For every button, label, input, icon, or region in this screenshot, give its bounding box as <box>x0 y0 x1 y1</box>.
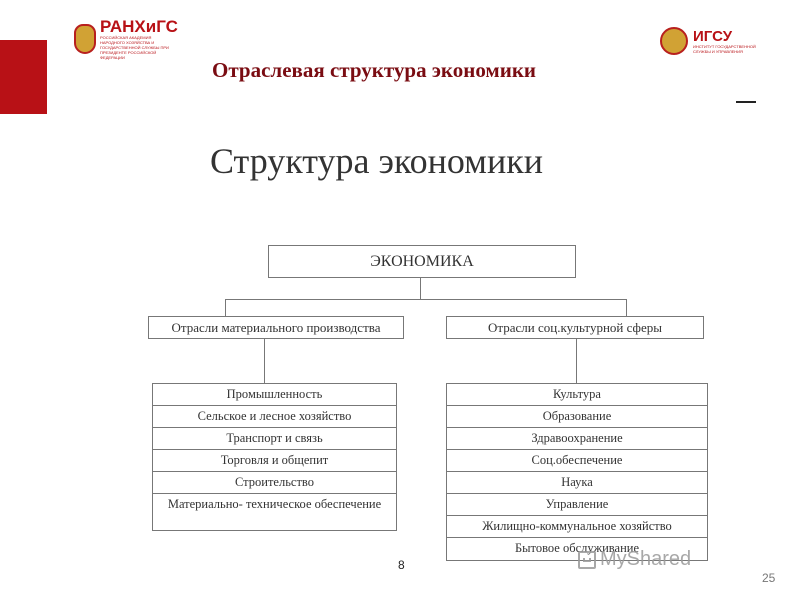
list-item: Бытовое обслуживание <box>514 541 640 555</box>
watermark-text: MyShared <box>600 548 692 570</box>
igsu-logo-name: ИГСУ <box>693 27 733 45</box>
divider <box>736 101 756 103</box>
slide-number: 25 <box>762 571 776 585</box>
slide-title: Отраслевая структура экономики <box>212 58 537 82</box>
economy-root-box: ЭКОНОМИКА <box>268 245 576 278</box>
source-page-number: 8 <box>398 558 405 572</box>
social-cultural-box: Отрасли соц.культурной сферы <box>446 316 704 339</box>
list-item: Соц.обеспечение <box>447 450 707 472</box>
igsu-logo-tagline: ИНСТИТУТ ГОСУДАРСТВЕННОЙ СЛУЖБЫ И УПРАВЛЕНИЯ <box>693 43 756 54</box>
list-item: Культура <box>447 384 707 406</box>
list-item: Сельское и лесное хозяйство <box>153 406 396 428</box>
list-item: Строительство <box>153 472 396 494</box>
igsu-logo <box>660 24 759 58</box>
ranepa-logo-name: РАНХиГС <box>100 17 178 36</box>
list-item: Наука <box>447 472 707 494</box>
connector-left-down <box>225 299 226 316</box>
social-cultural-list <box>446 383 708 561</box>
connector-left-list <box>264 339 265 383</box>
diagram-title: Структура экономики <box>210 141 543 181</box>
list-item: Промышленность <box>153 384 396 406</box>
list-item: Управление <box>447 494 707 516</box>
ranepa-logo <box>74 17 178 60</box>
list-item: Торговля и общепит <box>153 450 396 472</box>
list-item: Транспорт и связь <box>153 428 396 450</box>
list-item: Образование <box>447 406 707 428</box>
presentation-icon <box>578 551 596 569</box>
material-production-list <box>152 383 397 531</box>
ranepa-logo-tagline: РОССИЙСКАЯ АКАДЕМИЯ НАРОДНОГО ХОЗЯЙСТВА И ГОСУДАРСТВЕННОЙ СЛУЖБЫ ПРИ ПРЕЗИДЕНТЕ РОССИЙСКОЙ ФЕДЕРАЦИИ <box>100 35 169 60</box>
connector-right-list <box>576 339 577 383</box>
connector-right-down <box>626 299 627 316</box>
connector-horizontal <box>225 299 627 300</box>
list-item: Здравоохранение <box>447 428 707 450</box>
connector-root-down <box>420 278 421 300</box>
list-item: Материально- техническое обеспечение <box>167 497 382 511</box>
list-item: Жилищно-коммунальное хозяйство <box>447 516 707 538</box>
material-production-box: Отрасли материального производства <box>148 316 404 339</box>
accent-bar <box>0 40 47 114</box>
academy-emblem-icon <box>74 24 96 54</box>
myshared-watermark <box>578 548 691 571</box>
institute-emblem-icon <box>660 27 688 55</box>
